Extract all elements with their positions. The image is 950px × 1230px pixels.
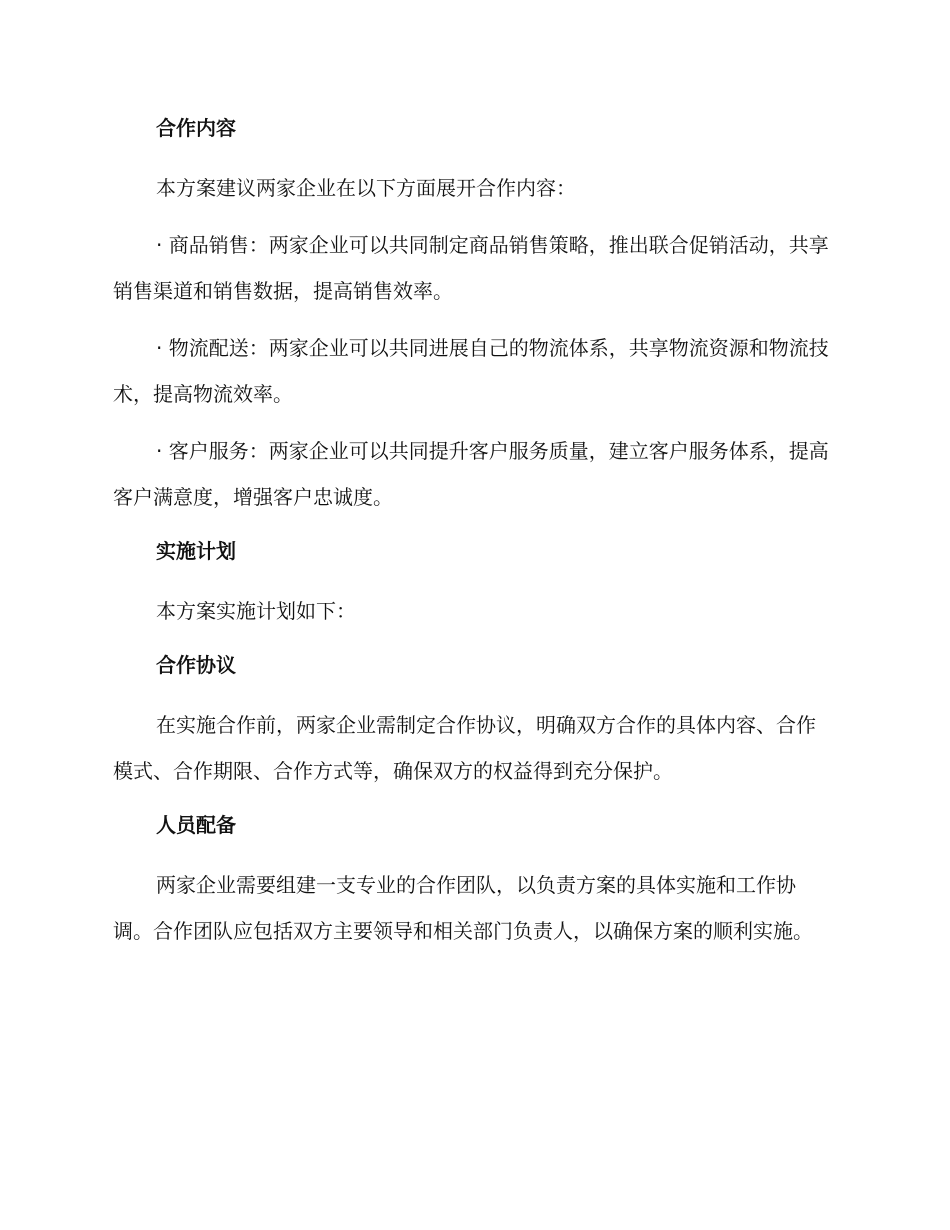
paragraph-agreement: 在实施合作前，两家企业需制定合作协议，明确双方合作的具体内容、合作模式、合作期限、合作方式等，确保双方的权益得到充分保护。 (113, 713, 816, 783)
bullet-item-customer-service: · 客户服务：两家企业可以共同提升客户服务质量，建立客户服务体系，提高客户满意度，增强客户忠诚度。 (113, 439, 829, 509)
document-body (113, 108, 833, 965)
paragraph-cooperation-intro: 本方案建议两家企业在以下方面展开合作内容： (156, 176, 576, 200)
section-heading-implementation-plan: 实施计划 (156, 539, 236, 563)
section-heading-cooperation-content: 合作内容 (156, 116, 236, 140)
bullet-item-product-sales: · 商品销售：两家企业可以共同制定商品销售策略，推出联合促销活动，共享销售渠道和销售数据，提高销售效率。 (113, 233, 829, 303)
bullet-item-logistics: · 物流配送：两家企业可以共同进展自己的物流体系，共享物流资源和物流技术，提高物流效率。 (113, 336, 829, 406)
paragraph-plan-intro: 本方案实施计划如下： (156, 599, 356, 623)
section-heading-staffing: 人员配备 (156, 813, 236, 837)
paragraph-staffing: 两家企业需要组建一支专业的合作团队，以负责方案的具体实施和工作协调。合作团队应包括双方主要领导和相关部门负责人，以确保方案的顺利实施。 (113, 873, 813, 943)
section-heading-cooperation-agreement: 合作协议 (156, 653, 236, 677)
